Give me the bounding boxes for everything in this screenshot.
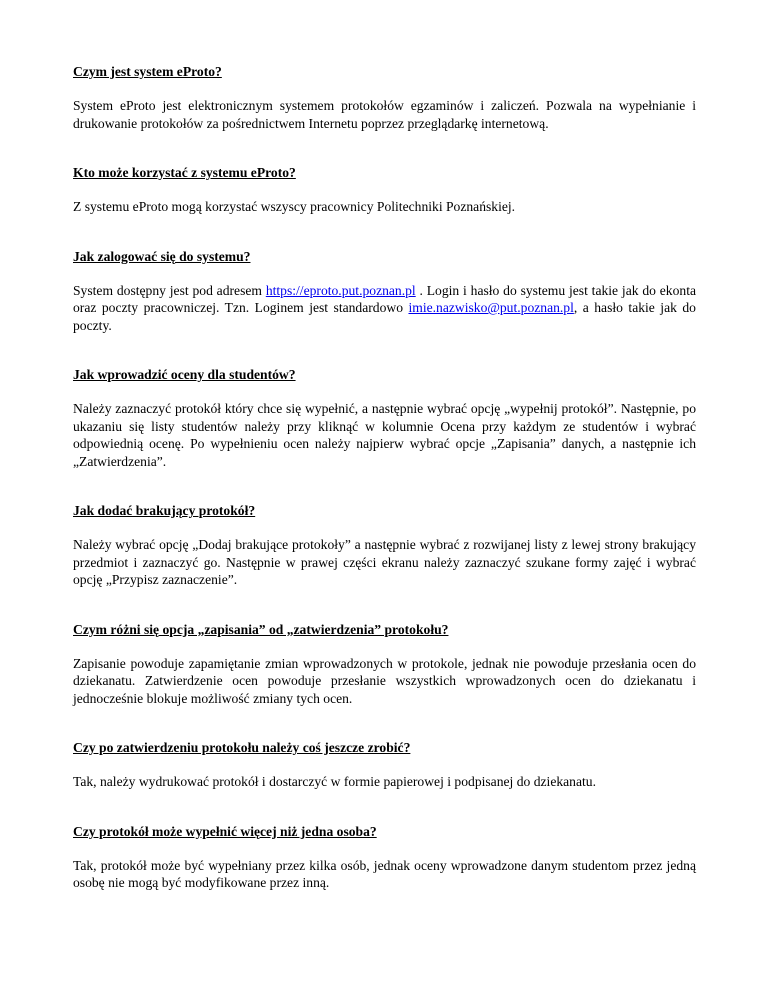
faq-section [73,165,696,216]
faq-question: Kto może korzystać z systemu eProto? [73,165,296,180]
faq-section [73,64,696,132]
faq-section [73,740,696,791]
faq-answer: Należy wybrać opcję „Dodaj brakujące protokoły” a następnie wybrać z rozwijanej listy z lewej strony brakujący przedmiot i zaznaczyć go. Następnie w prawej części ekranu należy zaznaczyć szukane formy zajęć i wybrać opcję „Przypisz zaznaczenie”. [73,537,696,587]
answer-text: . Login i hasło do systemu jest takie jak do ekonta oraz poczty pracowniczej. Tzn. Loginem jest standardowo [73,282,697,315]
faq-section [73,503,696,589]
faq-answer: System eProto jest elektronicznym systemem protokołów egzaminów i zaliczeń. Pozwala na wypełnianie i drukowanie protokołów za pośrednictwem Internetu poprzez przeglądarkę internetową. [73,98,696,131]
faq-question: Czy po zatwierdzeniu protokołu należy coś jeszcze zrobić? [73,740,411,755]
faq-question: Jak wprowadzić oceny dla studentów? [73,367,296,382]
faq-section [73,622,696,708]
faq-section [73,367,696,470]
faq-content [73,64,696,892]
email-link[interactable]: imie.nazwisko@put.poznan.pl [408,300,574,315]
faq-question: Jak dodać brakujący protokół? [73,503,256,518]
faq-section [73,824,696,892]
faq-answer: Tak, protokół może być wypełniany przez kilka osób, jednak oceny wprowadzone danym studentom przez jedną osobę nie mogą być modyfikowane przez inną. [73,857,696,890]
answer-text: System dostępny jest pod adresem [73,282,266,298]
faq-question: Czym różni się opcja „zapisania” od „zatwierdzenia” protokołu? [73,621,449,637]
faq-answer: Z systemu eProto mogą korzystać wszyscy pracownicy Politechniki Poznańskiej. [73,199,516,214]
answer-text: , a hasło takie jak do poczty. [73,300,696,333]
faq-section [73,249,696,335]
faq-question: Czym jest system eProto? [73,64,222,79]
eproto-url-link[interactable]: https://eproto.put.poznan.pl [265,282,416,298]
faq-answer [73,282,696,335]
faq-question: Jak zalogować się do systemu? [73,248,251,264]
faq-question: Czy protokół może wypełnić więcej niż jedna osoba? [73,823,377,839]
faq-answer: Tak, należy wydrukować protokół i dostarczyć w formie papierowej i podpisanej do dziekanatu. [73,774,596,789]
faq-answer: Zapisanie powoduje zapamiętanie zmian wprowadzonych w protokole, jednak nie powoduje przesłania ocen do dziekanatu. Zatwierdzenie ocen powoduje przesłanie wszystkich wprowadzonych ocen do dziekanatu i jednocześnie blokuje możliwość zmiany tych ocen. [73,655,696,706]
faq-answer: Należy zaznaczyć protokół który chce się wypełnić, a następnie wybrać opcję „wypełnij protokół”. Następnie, po ukazaniu się listy studentów należy przy kliknąć w kolumnie Ocena przy każdym ze studentów i wybrać odpowiednią ocenę. Po wypełnieniu ocen należy najpierw wybrać opcje „Zapisania” danych, a następnie ich „Zatwierdzenia”. [73,401,696,469]
